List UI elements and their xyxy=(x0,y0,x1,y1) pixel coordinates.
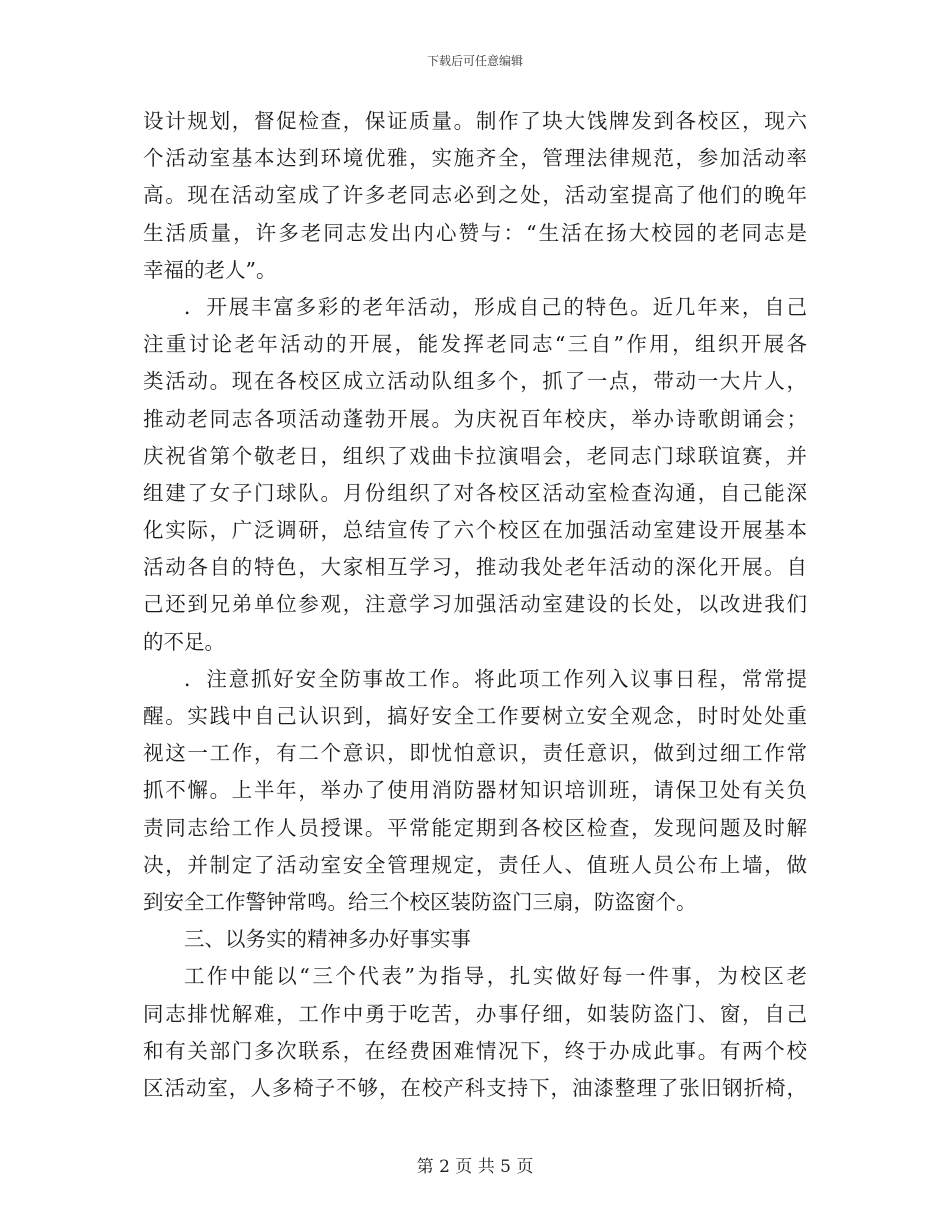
body-text-line: 化实际，广泛调研，总结宣传了六个校区在加强活动室建设开展基本 xyxy=(143,518,807,543)
document-body xyxy=(143,103,807,1107)
body-text-line: 的不足。 xyxy=(143,629,225,654)
body-text-line: 生活质量，许多老同志发出内心赞与：“生活在扬大校园的老同志是 xyxy=(143,220,807,245)
body-text-line: 个活动室基本达到环境优雅，实施齐全，管理法律规范，参加活动率 xyxy=(143,146,807,171)
body-text-line: 活动各自的特色，大家相互学习，推动我处老年活动的深化开展。自 xyxy=(143,555,807,580)
body-text-line: 区活动室，人多椅子不够，在校产科支持下，油漆整理了张旧钢折椅， xyxy=(143,1075,807,1100)
body-text-line: 推动老同志各项活动蓬勃开展。为庆祝百年校庆，举办诗歌朗诵会； xyxy=(143,406,807,431)
body-text-line: 组建了女子门球队。月份组织了对各校区活动室检查沟通，自己能深 xyxy=(143,480,807,505)
body-text-line: 视这一工作，有二个意识，即忧怕意识，责任意识，做到过细工作常 xyxy=(143,741,807,766)
body-text-line: 设计规划，督促检查，保证质量。制作了块大饯牌发到各校区，现六 xyxy=(143,109,807,133)
page-header: 下载后可任意编辑 xyxy=(426,54,523,68)
body-text-line: ．注意抓好安全防事故工作。将此项工作列入议事日程，常常提 xyxy=(184,666,807,691)
body-text-line: 类活动。现在各校区成立活动队组多个，抓了一点，带动一大片人， xyxy=(143,369,807,394)
body-text-line: 高。现在活动室成了许多老同志必到之处，活动室提高了他们的晚年 xyxy=(143,183,807,208)
body-text-line: 庆祝省第个敬老日，组织了戏曲卡拉演唱会，老同志门球联谊赛，并 xyxy=(143,443,807,468)
body-text-line: 幸福的老人”。 xyxy=(143,257,277,282)
body-text-line: 同志排忧解难，工作中勇于吃苦，办事仔细，如装防盗门、窗，自己 xyxy=(143,1001,807,1026)
body-text-line: 责同志给工作人员授课。平常能定期到各校区检查，发现问题及时解 xyxy=(143,815,807,840)
body-text-line: 到安全工作警钟常鸣。给三个校区装防盗门三扇，防盗窗个。 xyxy=(143,889,697,914)
body-text-line: 工作中能以“三个代表”为指导，扎实做好每一件事，为校区老 xyxy=(184,964,807,989)
body-text-line: 和有关部门多次联系，在经费困难情况下，终于办成此事。有两个校 xyxy=(143,1038,807,1063)
body-text-line: 己还到兄弟单位参观，注意学习加强活动室建设的长处，以改进我们 xyxy=(143,592,807,617)
body-text-line: 抓不懈。上半年，举办了使用消防器材知识培训班，请保卫处有关负 xyxy=(143,778,807,803)
body-text-line: 注重讨论老年活动的开展，能发挥老同志“三自”作用，组织开展各 xyxy=(143,332,807,357)
body-text-line: 决，并制定了活动室安全管理规定，责任人、值班人员公布上墙，做 xyxy=(143,852,807,877)
body-text-line: 三、以务实的精神多办好事实事 xyxy=(184,927,471,952)
page-footer: 第 2 页 共 5 页 xyxy=(416,1157,534,1177)
body-text-line: ．开展丰富多彩的老年活动，形成自己的特色。近几年来，自己 xyxy=(184,294,807,319)
body-text-line: 醒。实践中自己认识到，搞好安全工作要树立安全观念，时时处处重 xyxy=(143,704,807,728)
